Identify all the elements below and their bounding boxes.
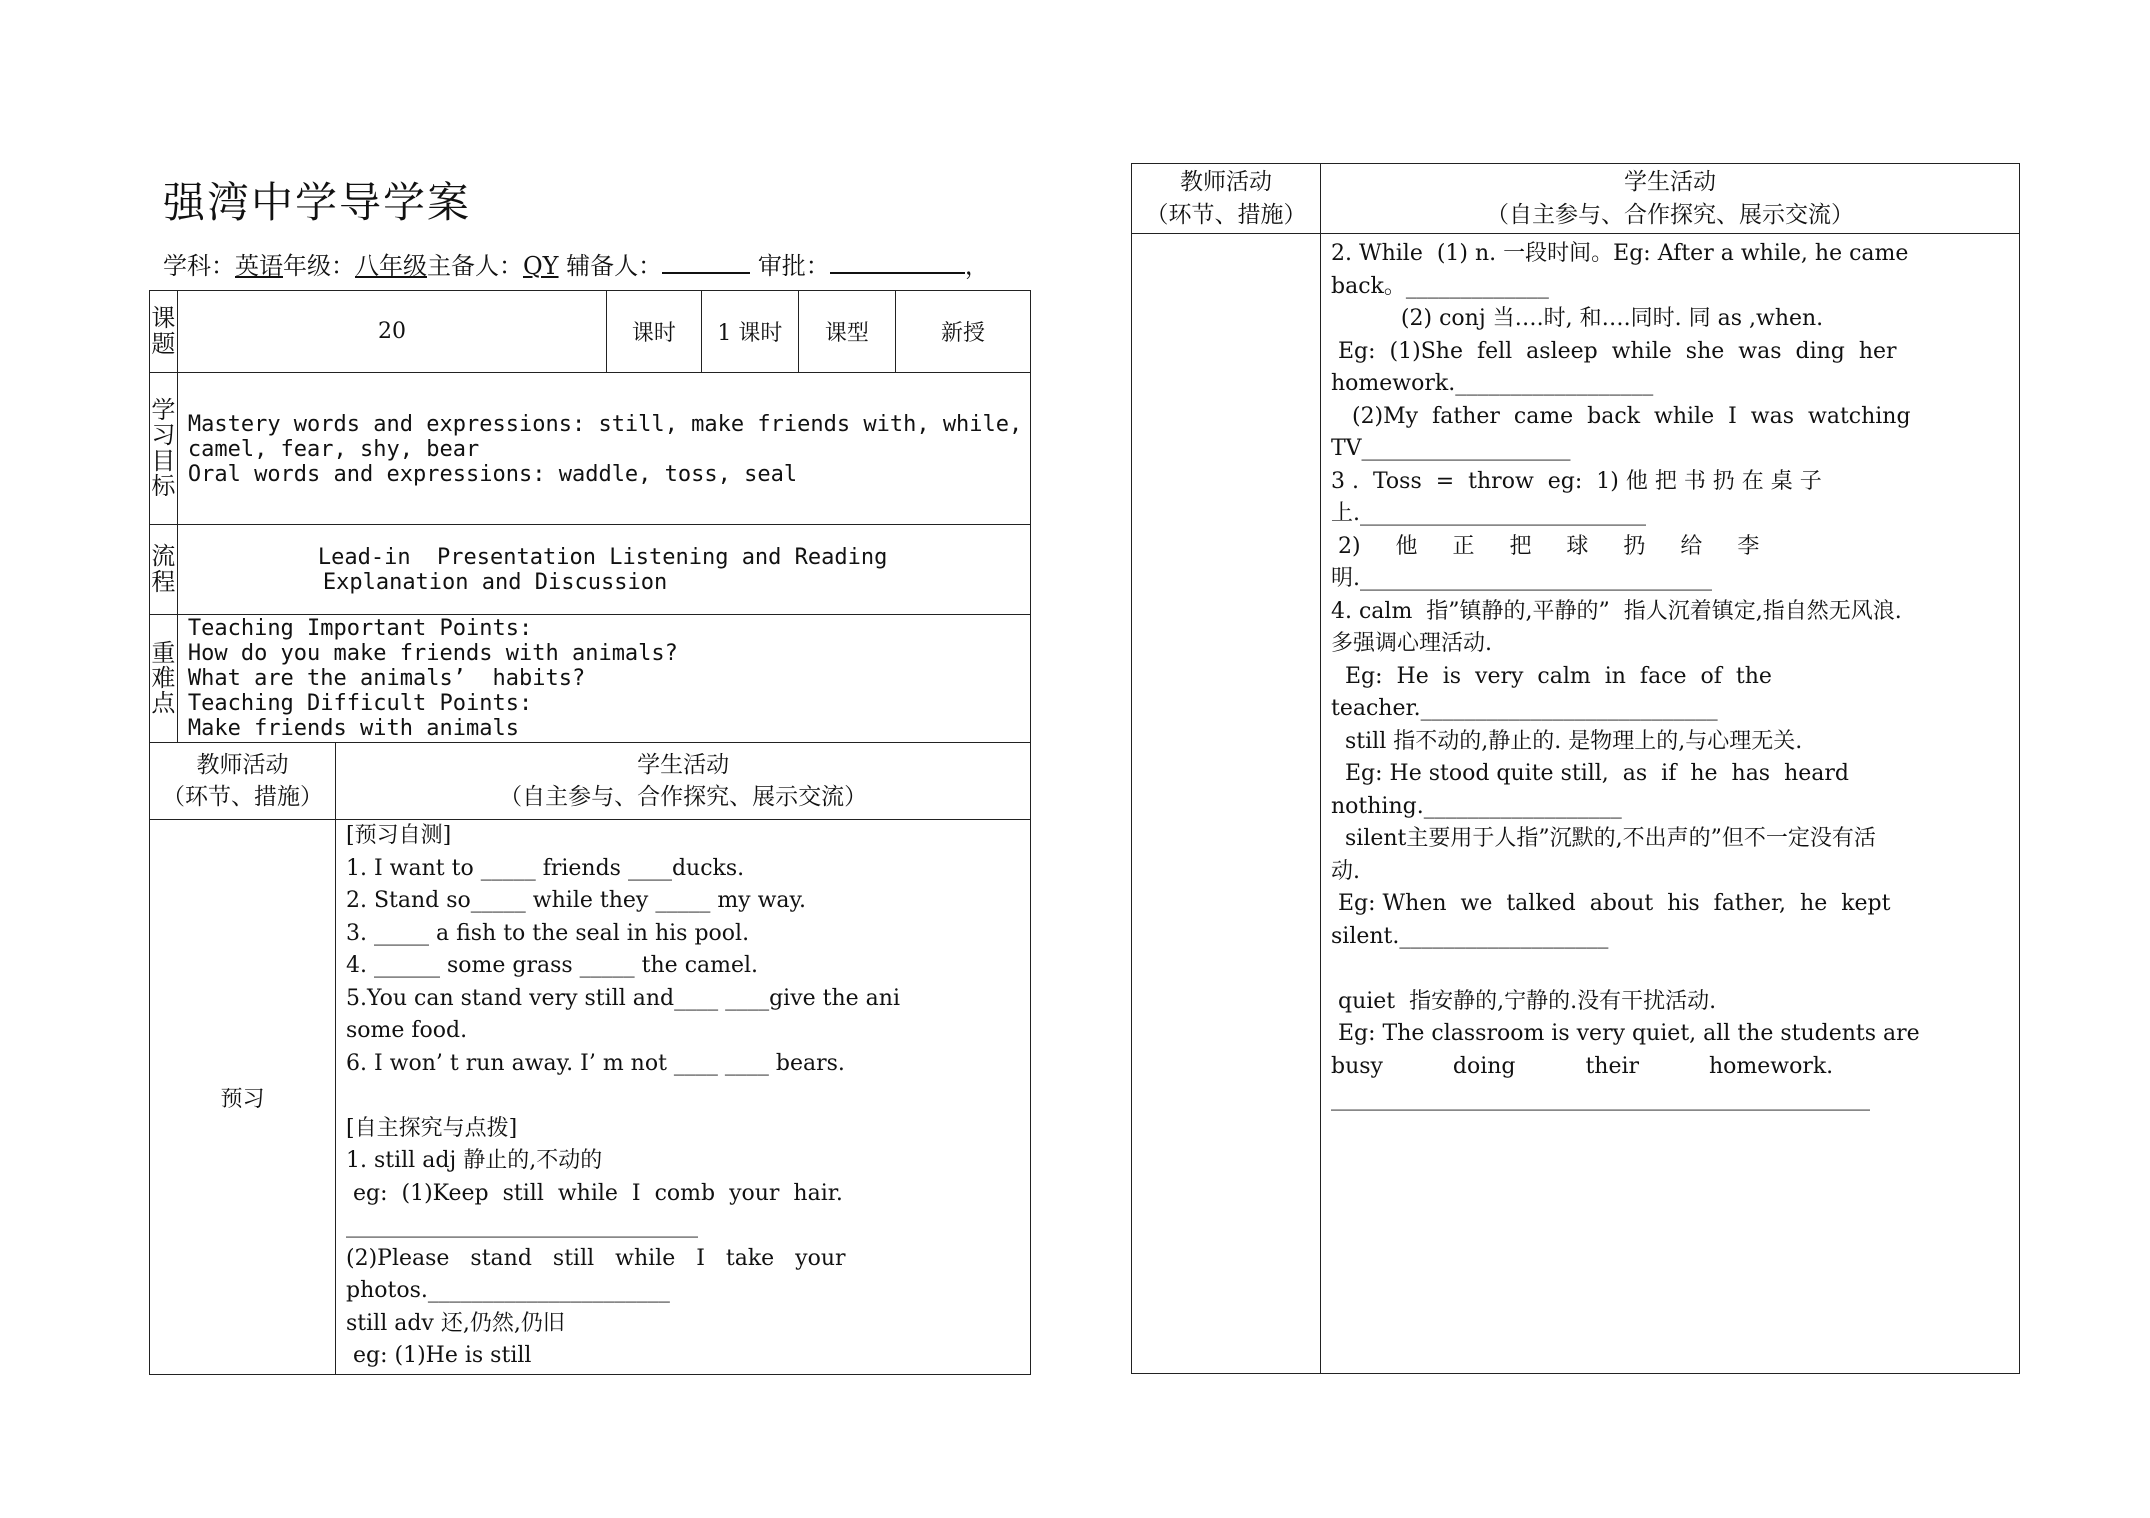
type-value: 新授 — [895, 291, 1031, 373]
notes-line: 上.__________________________ — [1331, 501, 1646, 526]
notes-line: busy doing their homework. — [1331, 1053, 1834, 1079]
info-row — [150, 291, 1031, 373]
type-label: 课型 — [799, 291, 896, 373]
preview-line: 1. still adj 静止的,不动的 — [346, 1148, 603, 1173]
key-points-row — [150, 615, 1031, 743]
preview-line: 1. I want to _____ friends ____ducks. — [346, 855, 745, 881]
preview-line: 6. I won’ t run away. I’ m not ____ ____ bears. — [346, 1050, 845, 1076]
topic-label: 课题 — [150, 291, 178, 373]
activity-table — [1131, 163, 2020, 1374]
preview-line: [预习自测] — [346, 823, 452, 848]
notes-line: Eg: The classroom is very quiet, all the students are — [1331, 1021, 1920, 1046]
notes-line: nothing.__________________ — [1331, 793, 1622, 819]
notes-line: 动. — [1331, 858, 1360, 884]
preview-line — [346, 1080, 1006, 1113]
student-activity-cell — [1321, 234, 2020, 1374]
notes-line: teacher.___________________________ — [1331, 696, 1718, 721]
student-activity-header-right: 学生活动 （自主参与、合作探究、展示交流） — [1321, 164, 2020, 234]
preparer-value: QY — [523, 252, 559, 280]
notes-line: back。_____________ — [1331, 273, 1549, 299]
notes-line: Eg: (1)She fell asleep while she was ding her — [1331, 338, 1897, 364]
preview-line: photos.______________________ — [346, 1278, 670, 1303]
hours-label: 课时 — [607, 291, 701, 373]
preview-line: 4. ______ some grass _____ the camel. — [346, 953, 759, 978]
notes-line: homework.__________________ — [1331, 371, 1654, 396]
notes-line: 多强调心理活动. — [1331, 631, 1492, 656]
preview-row — [150, 820, 1031, 1375]
preview-content — [336, 820, 1031, 1375]
key-points-content — [177, 615, 1030, 743]
notes-line — [1331, 953, 2011, 986]
objectives-row — [150, 373, 1031, 525]
preview-line: eg: (1)He is still — [346, 1343, 532, 1368]
notes-line: 3 . Toss = throw eg: 1) 他 把 书 扔 在 桌 子 — [1331, 468, 1822, 494]
key-points-label: 重难点 — [150, 615, 178, 743]
teacher-activity-header-right: 教师活动 （环节、措施） — [1132, 164, 1321, 234]
hours-value: 1 课时 — [701, 291, 799, 373]
objectives-content — [177, 373, 1030, 525]
activity-body-row — [1132, 234, 2020, 1374]
process-line: Explanation and Discussion — [322, 569, 668, 595]
notes-line: 2) 他 正 把 球 扔 给 李 — [1331, 533, 1760, 559]
header-meta — [163, 246, 989, 281]
key-point-line: Teaching Difficult Points: — [187, 691, 533, 716]
objectives-line: Oral words and expressions: waddle, toss, seal — [187, 462, 798, 487]
preview-line: eg: (1)Keep still while I comb your hair. — [346, 1180, 843, 1206]
preview-line: (2)Please stand still while I take your — [346, 1245, 846, 1271]
notes-line: _________________________________________________ — [1331, 1086, 1870, 1111]
preview-line: [自主探究与点拨] — [346, 1115, 518, 1141]
notes-line: TV___________________ — [1331, 436, 1571, 461]
teacher-activity-header: 教师活动 （环节、措施） — [150, 743, 336, 820]
grade-value: 八年级 — [355, 252, 427, 280]
notes-line: still 指不动的,静止的. 是物理上的,与心理无关. — [1331, 728, 1803, 754]
process-label: 流程 — [150, 525, 178, 615]
approval-label: 审批： — [757, 252, 830, 280]
process-line: Lead-in Presentation Listening and Reading — [317, 544, 888, 570]
notes-line: (2) conj 当….时, 和….同时. 同 as ,when. — [1331, 306, 1824, 331]
preview-line: still adv 还,仍然,仍旧 — [346, 1310, 565, 1336]
notes-line: quiet 指安静的,宁静的.没有干扰活动. — [1331, 988, 1717, 1014]
subject-label: 学科： — [163, 252, 235, 280]
notes-line: 明.________________________________ — [1331, 566, 1712, 591]
objectives-line: Mastery words and expressions: still, make friends with, while, — [187, 412, 1023, 437]
activity-header-row-right — [1132, 164, 2020, 234]
process-content — [177, 525, 1030, 615]
key-point-line: How do you make friends with animals? — [187, 641, 678, 666]
notes-line: Eg: When we talked about his father, he kept — [1331, 891, 1891, 916]
lesson-plan-table — [149, 290, 1031, 1375]
preview-line: some food. — [346, 1018, 468, 1043]
preview-line: ________________________________ — [346, 1213, 698, 1238]
assistant-blank — [662, 250, 750, 274]
notes-line: silent.___________________ — [1331, 923, 1609, 949]
key-point-line: What are the animals’ habits? — [187, 666, 586, 691]
page-title: 强湾中学导学案 — [163, 178, 472, 227]
subject-value: 英语 — [235, 252, 283, 280]
objectives-label: 学习目标 — [150, 373, 178, 525]
preview-label: 预习 — [150, 820, 336, 1375]
assistant-label: 辅备人： — [566, 252, 663, 280]
topic-value: 20 — [177, 291, 606, 373]
preparer-label: 主备人： — [427, 252, 523, 280]
notes-line: 2. While (1) n. 一段时间。Eg: After a while, he came — [1331, 241, 1909, 266]
meta-trailing: ， — [964, 252, 989, 280]
grade-label: 年级： — [283, 252, 355, 280]
notes-line: Eg: He is very calm in face of the — [1331, 663, 1772, 689]
key-point-line: Teaching Important Points: — [187, 616, 533, 641]
student-activity-header: 学生活动 （自主参与、合作探究、展示交流） — [336, 743, 1031, 820]
notes-line: silent主要用于人指”沉默的,不出声的”但不一定没有活 — [1331, 826, 1876, 851]
activity-header-row — [150, 743, 1031, 820]
process-row — [150, 525, 1031, 615]
objectives-line: camel, fear, shy, bear — [187, 437, 480, 462]
notes-line: Eg: He stood quite still, as if he has heard — [1331, 761, 1849, 786]
key-point-line: Make friends with animals — [187, 716, 519, 741]
notes-line: (2)My father came back while I was watching — [1331, 403, 1911, 429]
teacher-activity-cell — [1132, 234, 1321, 1374]
preview-line: 2. Stand so_____ while they _____ my way. — [346, 888, 807, 913]
notes-line: 4. calm 指”镇静的,平静的” 指人沉着镇定,指自然无风浪. — [1331, 598, 1902, 624]
preview-line: 5.You can stand very still and____ ____give the ani — [346, 985, 900, 1011]
preview-line: 3. _____ a fish to the seal in his pool. — [346, 920, 750, 946]
approval-blank — [830, 250, 965, 274]
